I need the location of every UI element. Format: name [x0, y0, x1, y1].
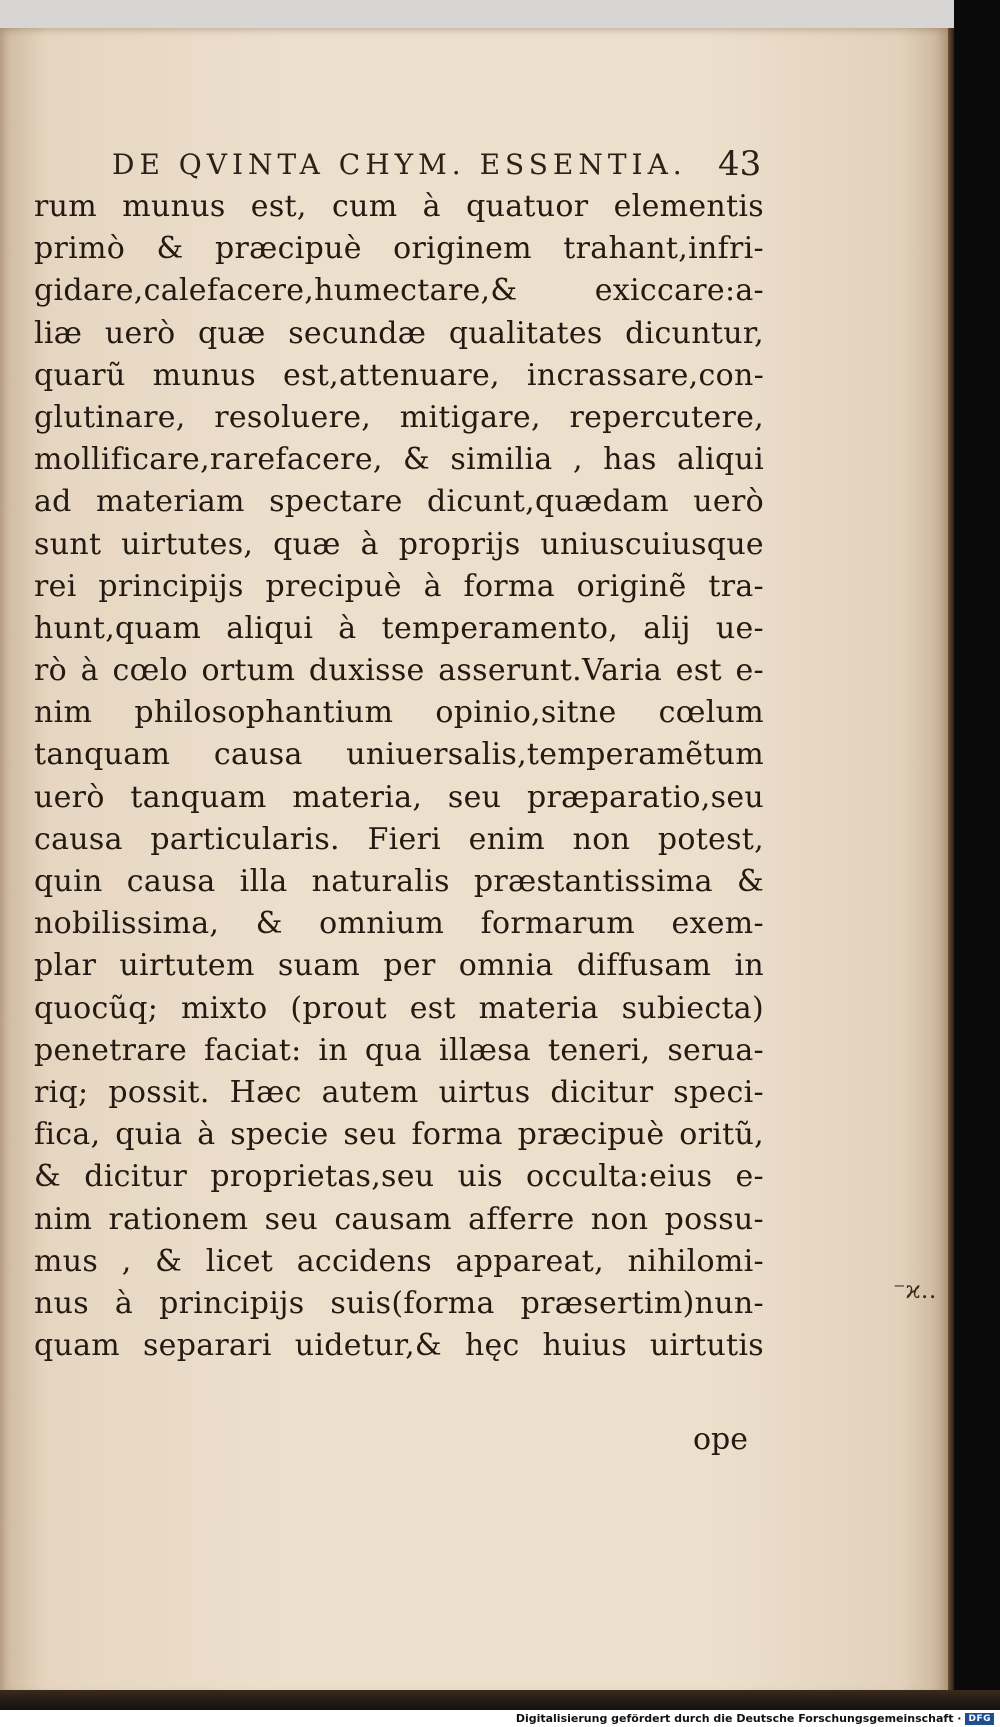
text-line: primò & præcipuè originem trahant,infri- — [34, 231, 764, 267]
text-line: nus à principijs suis(forma præsertim)nun- — [34, 1285, 764, 1321]
page-number: 43 — [718, 144, 762, 184]
text-line: hunt,quam aliqui à temperamento, alij ue- — [34, 610, 764, 646]
text-line: quarũ munus est,attenuare, incrassare,con- — [34, 357, 764, 393]
text-line: rei principijs precipuè à forma originẽ tra- — [34, 568, 764, 604]
dark-border — [954, 0, 1000, 1710]
catchword: ope — [693, 1422, 749, 1457]
bottom-border — [0, 1690, 1000, 1710]
text-block — [34, 186, 764, 1367]
dfg-logo: DFG — [965, 1713, 994, 1725]
text-line: uerò tanquam materia, seu præparatio,seu — [34, 779, 764, 815]
text-line: mus , & licet accidens appareat, nihilomi- — [34, 1243, 764, 1279]
text-line: causa particularis. Fieri enim non potest, — [34, 821, 764, 857]
text-line: rò à cœlo ortum duxisse asserunt.Varia est e- — [34, 653, 764, 689]
text-line: quocũq; mixto (prout est materia subiecta) — [34, 990, 764, 1026]
footer — [516, 1710, 994, 1727]
text-line: gidare,calefacere,humectare,& exiccare:a- — [34, 273, 764, 309]
text-line: nobilissima, & omnium formarum exem- — [34, 906, 764, 942]
text-line: fica, quia à specie seu forma præcipuè oritũ, — [34, 1117, 764, 1153]
text-line: mollificare,rarefacere, & similia , has aliqui — [34, 442, 764, 478]
text-line: plar uirtutem suam per omnia diffusam in — [34, 948, 764, 984]
text-line: quin causa illa naturalis præstantissima & — [34, 864, 764, 899]
text-line: & dicitur proprietas,seu uis occulta:eius e- — [34, 1159, 764, 1195]
text-line: ad materiam spectare dicunt,quædam uerò — [34, 484, 764, 520]
text-line: rum munus est, cum à quatuor elementis — [34, 189, 764, 224]
text-line: nim philosophantium opinio,sitne cœlum — [34, 695, 764, 731]
text-line: nim rationem seu causam afferre non possu- — [34, 1201, 764, 1237]
text-line: glutinare, resoluere, mitigare, repercutere, — [34, 399, 764, 435]
text-line: liæ uerò quæ secundæ qualitates dicuntur, — [34, 315, 764, 351]
text-line: riq; possit. Hæc autem uirtus dicitur speci- — [34, 1074, 764, 1110]
marginal-mark: ⁻ϰ‥ — [893, 1276, 937, 1304]
text-line: penetrare faciat: in qua illæsa teneri, serua- — [34, 1032, 764, 1068]
text-line: sunt uirtutes, quæ à proprijs uniuscuiusque — [34, 526, 764, 562]
running-head: DE QVINTA CHYM. ESSENTIA. — [112, 148, 687, 181]
footer-credit: Digitalisierung gefördert durch die Deutsche Forschungsgemeinschaft · — [515, 1712, 962, 1725]
text-line: tanquam causa uniuersalis,temperamẽtum — [34, 737, 764, 773]
text-line: quam separari uidetur,& hęc huius uirtutis — [34, 1328, 764, 1364]
